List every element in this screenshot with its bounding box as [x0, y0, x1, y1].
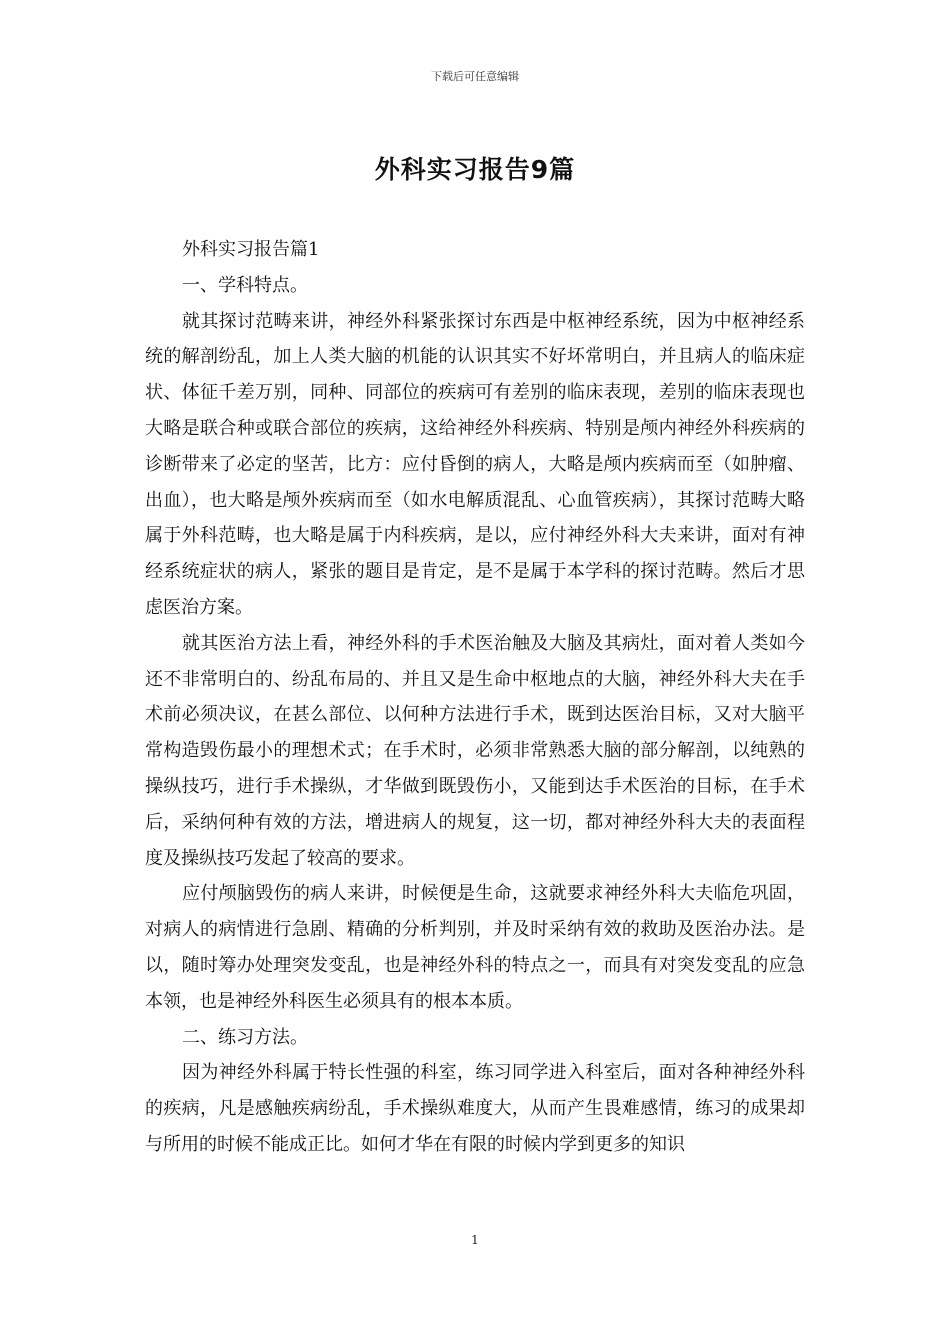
body-paragraph: 就其医治方法上看，神经外科的手术医治触及大脑及其病灶，面对着人类如今还不非常明白的、纷乱布局的、并且又是生命中枢地点的大脑，神经外科大夫在手术前必须决议，在甚么部位、以何种方法进行手术，既到达医治目标，又对大脑平常构造毁伤最小的理想术式；在手术时，必须非常熟悉大脑的部分解剖，以纯熟的操纵技巧，进行手术操纵，才华做到既毁伤小，又能到达手术医治的目标，在手术后，采纳何种有效的方法，增进病人的规复，这一切，都对神经外科大夫的表面程度及操纵技巧发起了较高的要求。 [145, 632, 805, 869]
body-paragraph: 因为神经外科属于特长性强的科室，练习同学进入科室后，面对各种神经外科的疾病，凡是感触疾病纷乱，手术操纵难度大，从而产生畏难感情，练习的成果却与所用的时候不能成正比。如何才华在有限的时候内学到更多的知识 [145, 1062, 805, 1155]
body-paragraph: 应付颅脑毁伤的病人来讲，时候便是生命，这就要求神经外科大夫临危巩固，对病人的病情进行急剧、精确的分析判别，并及时采纳有效的救助及医治办法。是以，随时筹办处理突发变乱，也是神经外科的特点之一，而具有对突发变乱的应急本领，也是神经外科医生必须具有的根本本质。 [145, 883, 805, 1012]
document-title: 外科实习报告9篇 [374, 155, 576, 184]
page-number: 1 [471, 1233, 479, 1247]
section-heading: 外科实习报告篇1 [182, 239, 320, 260]
page-header: 下载后可任意编辑 [431, 70, 519, 83]
subsection-heading: 一、学科特点。 [182, 274, 308, 296]
subsection-heading: 二、练习方法。 [182, 1026, 308, 1048]
document-body [145, 232, 805, 1163]
body-paragraph: 就其探讨范畴来讲，神经外科紧张探讨东西是中枢神经系统，因为中枢神经系统的解剖纷乱，加上人类大脑的机能的认识其实不好坏常明白，并且病人的临床症状、体征千差万别，同种、同部位的疾病可有差别的临床表现，差别的临床表现也大略是联合种或联合部位的疾病，这给神经外科疾病、特别是颅内神经外科疾病的诊断带来了必定的坚苦，比方：应付昏倒的病人，大略是颅内疾病而至（如肿瘤、出血），也大略是颅外疾病而至（如水电解质混乱、心血管疾病），其探讨范畴大略属于外科范畴，也大略是属于内科疾病，是以，应付神经外科大夫来讲，面对有神经系统症状的病人，紧张的题目是肯定，是不是属于本学科的探讨范畴。然后才思虑医治方案。 [145, 310, 805, 618]
